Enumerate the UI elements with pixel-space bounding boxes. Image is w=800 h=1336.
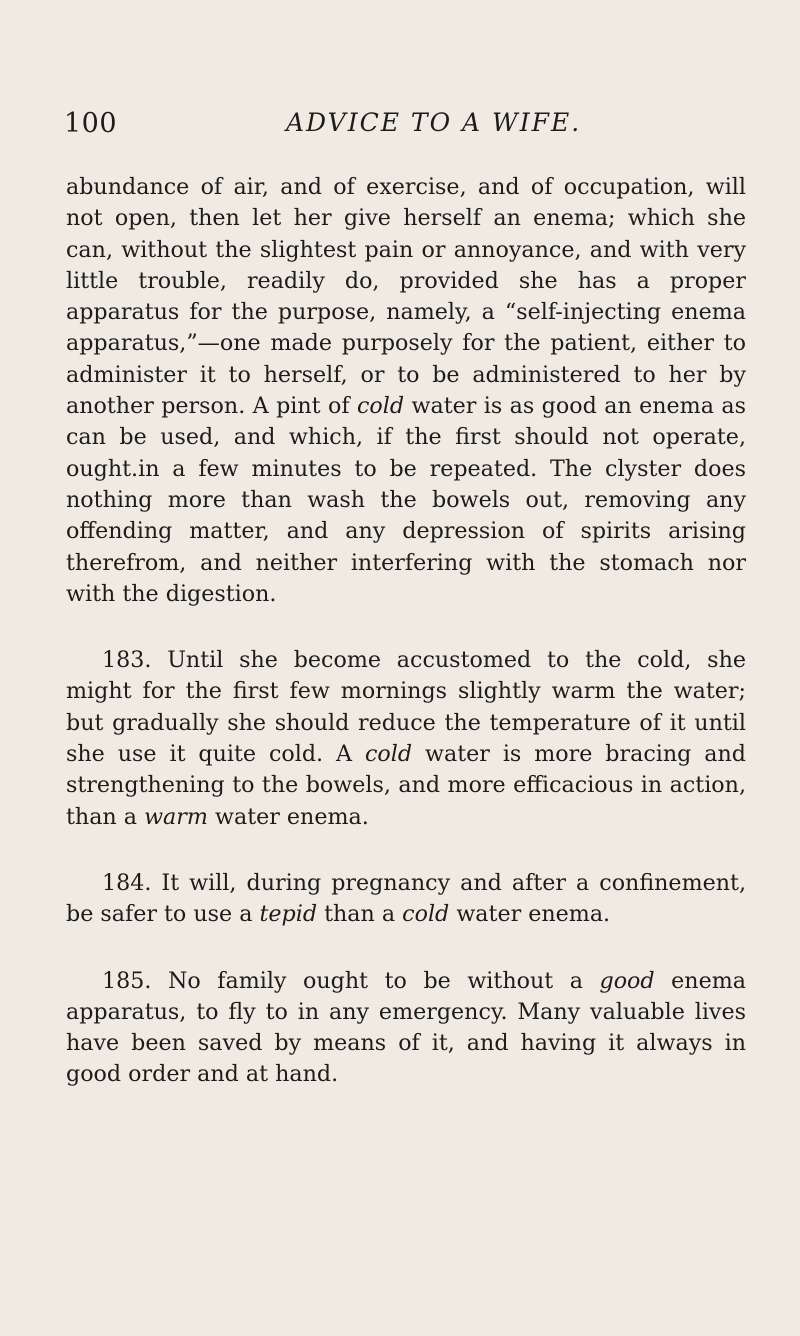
emphasis-text: cold: [356, 393, 405, 420]
body-text: [66, 172, 746, 1126]
text-segment: 184. It will, during pregnancy and after a confinement, be safer to use a: [66, 869, 746, 928]
text-segment: 183. Until she become accustomed to the cold, she might for the first few mornings slightly warm the water; but gradually she should reduce the temperature of it until she use it quite cold. A: [66, 647, 746, 768]
page-number: 100: [64, 108, 118, 139]
text-segment: enema apparatus, to fly to in any emergency. Many valuable lives have been saved by means of it, and having it always in good order and at hand.: [66, 967, 746, 1088]
text-segment: water is more bracing and strengthening to the bowels, and more efficacious in action, than a: [66, 741, 746, 830]
emphasis-text: cold: [365, 741, 413, 768]
emphasis-text: warm: [144, 803, 208, 830]
emphasis-text: tepid: [259, 901, 318, 928]
page-header: [64, 108, 764, 148]
text-segment: water is as good an enema as can be used, and which, if the first should not operate, ought.in a few minutes to be repeated. The clyster does nothing more than wash the bowels out, removing any offending matter, and any depression of spirits arising therefrom, and neither interfering with the stomach nor with the digestion.: [66, 393, 746, 607]
emphasis-text: cold: [402, 901, 450, 928]
running-head: ADVICE TO A WIFE.: [286, 108, 582, 137]
text-segment: water enema.: [207, 803, 369, 830]
paragraph-continuation: [66, 172, 746, 610]
emphasis-text: good: [599, 967, 655, 994]
paragraph-184: [66, 868, 746, 931]
paragraph-183: [66, 645, 746, 833]
text-segment: abundance of air, and of exercise, and of occupation, will not open, then let her give herself an enema; which she can, without the slightest pain or annoyance, and with very little trouble, readily do, provided she has a proper apparatus for the purpose, namely, a “self-injecting enema apparatus,”—one made purposely for the patient, either to administer it to herself, or to be administered to her by another person. A pint of: [66, 174, 746, 420]
text-segment: than a: [317, 901, 403, 928]
text-segment: 185. No family ought to be without a: [102, 967, 600, 994]
text-segment: water enema.: [449, 901, 611, 928]
paragraph-185: [66, 966, 746, 1091]
